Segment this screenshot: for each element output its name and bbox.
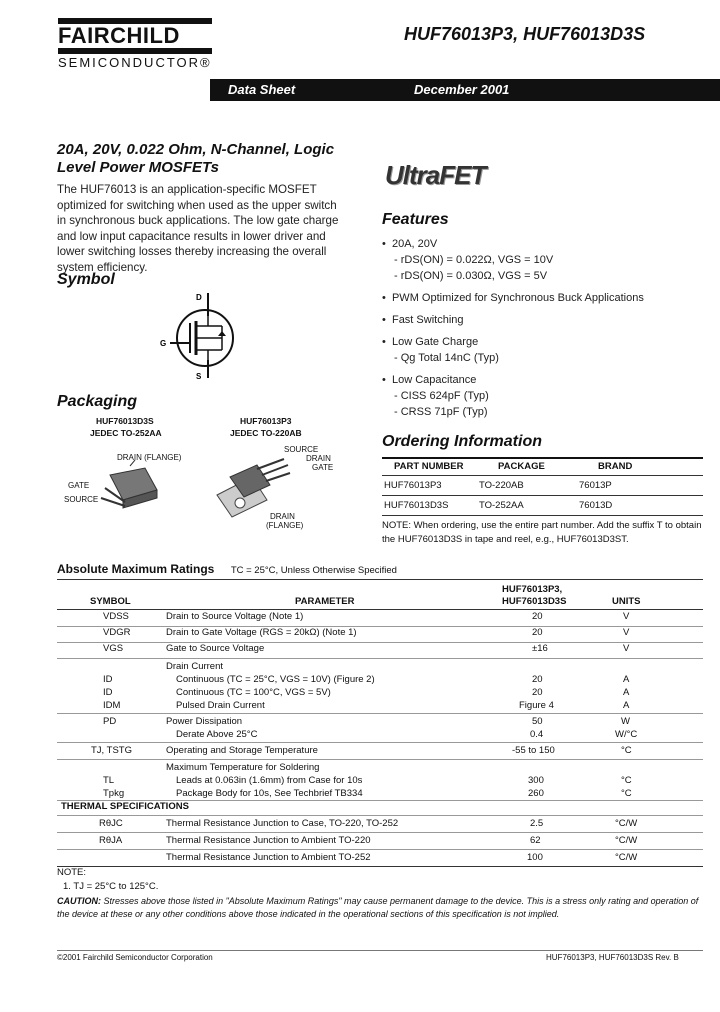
- amr-sym: TJ, TSTG: [91, 745, 132, 756]
- amr-unit: °C: [621, 788, 632, 799]
- ultrafet-text: UltraFET: [385, 160, 486, 190]
- ordering-col-brand: BRAND: [598, 461, 633, 472]
- amr-param: Drain to Gate Voltage (RGS = 20kΩ) (Note 1): [166, 627, 357, 638]
- amr-param: Gate to Source Voltage: [166, 643, 265, 654]
- amr-param: Maximum Temperature for Soldering: [166, 762, 320, 773]
- features-list: [382, 238, 702, 422]
- ordering-cell: TO-252AA: [479, 500, 524, 511]
- date-label: December 2001: [414, 82, 510, 97]
- amr-val: 20: [532, 627, 543, 638]
- main-title-line1: 20A, 20V, 0.022 Ohm, N-Channel, Logic: [57, 141, 335, 158]
- symbol-heading: Symbol: [57, 271, 115, 288]
- ordering-heading: Ordering Information: [382, 433, 542, 450]
- datasheet-label: Data Sheet: [228, 82, 296, 97]
- part-title: HUF76013P3, HUF76013D3S: [404, 24, 646, 44]
- amr-col-part1: HUF76013P3,: [502, 584, 563, 595]
- amr-param: Thermal Resistance Junction to Ambient TO-220: [166, 835, 371, 846]
- amr-sym: PD: [103, 716, 117, 727]
- caution-label: CAUTION:: [57, 896, 101, 906]
- footer-left: ©2001 Fairchild Semiconductor Corporation: [57, 953, 213, 962]
- feature-text: Low Gate Charge: [391, 336, 479, 348]
- amr-param: Package Body for 10s, See Techbrief TB334: [176, 788, 363, 799]
- amr-unit: °C/W: [615, 835, 638, 846]
- caution-body: Stresses above those listed in "Absolute Maximum Ratings" may cause permanent damage to the device. This is a stress only rating and operation of the device at these or any other conditions above those indicated in the operational sections of this specification is not implied.: [57, 896, 699, 919]
- amr-val: 100: [527, 852, 543, 863]
- table-row: [57, 833, 703, 850]
- amr-unit: A: [623, 687, 630, 698]
- amr-sym: IDM: [103, 700, 121, 711]
- symbol-g-label: G: [160, 339, 167, 348]
- amr-unit: W/°C: [615, 729, 638, 740]
- amr-body: [57, 611, 703, 867]
- caution-text: [57, 895, 703, 921]
- feature-text: PWM Optimized for Synchronous Buck Applications: [391, 292, 644, 304]
- pkg2-drain: DRAIN: [306, 454, 331, 463]
- amr-sym: TL: [103, 775, 115, 786]
- pkg1-jedec: JEDEC TO-252AA: [90, 428, 162, 438]
- feature-item: • 20A, 20V: [382, 238, 438, 250]
- symbol-s-label: S: [196, 372, 202, 381]
- amr-sym: ID: [103, 687, 113, 698]
- pkg2-drain-bottom: DRAIN: [270, 512, 295, 521]
- table-row: [382, 495, 703, 515]
- amr-val: 2.5: [530, 818, 544, 829]
- pkg2-name: HUF76013P3: [240, 416, 292, 426]
- amr-val: Figure 4: [519, 700, 554, 711]
- table-row: [57, 643, 703, 659]
- amr-param: Pulsed Drain Current: [176, 700, 265, 711]
- ordering-cell: HUF76013P3: [384, 480, 442, 491]
- ordering-col-part: PART NUMBER: [394, 461, 464, 472]
- ordering-cell: HUF76013D3S: [384, 500, 449, 511]
- feature-text: 20A, 20V: [391, 238, 438, 250]
- feature-item: - CISS 624pF (Typ): [394, 390, 489, 402]
- pkg1-name: HUF76013D3S: [96, 416, 154, 426]
- datasheet-bar: [210, 79, 720, 101]
- ordering-cell: TO-220AB: [479, 480, 524, 491]
- amr-param: Drain Current: [166, 661, 224, 672]
- table-row: [382, 475, 703, 495]
- table-row: [57, 659, 703, 714]
- note-label: NOTE:: [57, 867, 87, 878]
- pkg2-source: SOURCE: [284, 445, 319, 454]
- amr-unit: V: [623, 643, 630, 654]
- table-row: [57, 816, 703, 833]
- main-title: [57, 141, 334, 177]
- feature-item: • PWM Optimized for Synchronous Buck Applications: [382, 292, 644, 304]
- pkg1-source: SOURCE: [64, 495, 99, 504]
- footer-right: HUF76013P3, HUF76013D3S Rev. B: [546, 953, 679, 962]
- amr-val: 20: [532, 674, 543, 685]
- feature-text: Low Capacitance: [391, 374, 477, 386]
- amr-col-part2: HUF76013D3S: [502, 596, 567, 607]
- amr-unit: A: [623, 700, 630, 711]
- table-row: [57, 760, 703, 800]
- amr-sym: VGS: [103, 643, 124, 654]
- ordering-cell: 76013D: [579, 500, 613, 511]
- amr-sym: VDGR: [103, 627, 131, 638]
- logo-text: FAIRCHILD: [58, 23, 180, 48]
- amr-param: Derate Above 25°C: [176, 729, 258, 740]
- amr-col-units: UNITS: [612, 596, 641, 607]
- amr-param: Thermal Resistance Junction to Case, TO-220, TO-252: [166, 818, 399, 829]
- table-row: [57, 714, 703, 743]
- feature-item: • Low Gate Charge: [382, 336, 479, 348]
- amr-sym: RθJC: [99, 818, 123, 829]
- amr-sym: RθJA: [99, 835, 123, 846]
- main-title-line2: Level Power MOSFETs: [57, 159, 219, 176]
- amr-val: 20: [532, 687, 543, 698]
- features-heading: Features: [382, 211, 449, 228]
- table-row: [57, 611, 703, 627]
- amr-param: Thermal Resistance Junction to Ambient TO-252: [166, 852, 371, 863]
- ordering-col-package: PACKAGE: [498, 461, 545, 472]
- amr-sym: ID: [103, 674, 113, 685]
- feature-text: Fast Switching: [391, 314, 464, 326]
- thermal-heading: THERMAL SPECIFICATIONS: [57, 800, 703, 816]
- amr-val: 0.4: [530, 729, 544, 740]
- table-row: [57, 850, 703, 867]
- symbol-d-label: D: [196, 293, 202, 302]
- amr-param: Power Dissipation: [166, 716, 243, 727]
- amr-val: 20: [532, 611, 543, 622]
- feature-item: - Qg Total 14nC (Typ): [394, 352, 499, 364]
- amr-val: 62: [530, 835, 541, 846]
- table-row: [57, 743, 703, 760]
- feature-item: - rDS(ON) = 0.030Ω, VGS = 5V: [394, 270, 548, 282]
- amr-param: Operating and Storage Temperature: [166, 745, 318, 756]
- amr-sym: Tpkg: [103, 788, 125, 799]
- pkg1-gate: GATE: [68, 481, 90, 490]
- amr-col-symbol: SYMBOL: [90, 596, 131, 607]
- mosfet-symbol: [150, 288, 250, 383]
- logo-subtext: SEMICONDUCTOR®: [58, 55, 212, 70]
- pkg2-gate: GATE: [312, 463, 334, 472]
- amr-unit: °C: [621, 775, 632, 786]
- amr-val: 300: [528, 775, 544, 786]
- amr-param: Drain to Source Voltage (Note 1): [166, 611, 304, 622]
- amr-unit: W: [621, 716, 630, 727]
- amr-header: [57, 582, 703, 610]
- table-row: [57, 627, 703, 643]
- amr-val: 50: [532, 716, 543, 727]
- amr-unit: V: [623, 627, 630, 638]
- feature-item: • Fast Switching: [382, 314, 464, 326]
- ordering-note: NOTE: When ordering, use the entire part number. Add the suffix T to obtain the HUF76013D3S in tape and reel, e.g., HUF76013D3ST.: [382, 520, 702, 545]
- amr-param: Continuous (TC = 100°C, VGS = 5V): [176, 687, 331, 698]
- notes: [57, 866, 703, 921]
- amr-param: Leads at 0.063in (1.6mm) from Case for 10s: [176, 775, 363, 786]
- amr-val: 260: [528, 788, 544, 799]
- amr-param: Continuous (TC = 25°C, VGS = 10V) (Figure 2): [176, 674, 375, 685]
- amr-sym: VDSS: [103, 611, 129, 622]
- amr-col-parameter: PARAMETER: [295, 596, 355, 607]
- amr-val: ±16: [532, 643, 548, 654]
- pkg2-flange: (FLANGE): [266, 521, 304, 530]
- feature-item: - rDS(ON) = 0.022Ω, VGS = 10V: [394, 254, 554, 266]
- to252-package-image: [95, 460, 165, 520]
- amr-unit: °C/W: [615, 818, 638, 829]
- feature-item: • Low Capacitance: [382, 374, 477, 386]
- amr-unit: A: [623, 674, 630, 685]
- feature-item: - CRSS 71pF (Typ): [394, 406, 488, 418]
- pkg2-jedec: JEDEC TO-220AB: [230, 428, 302, 438]
- amr-heading: Absolute Maximum Ratings: [57, 562, 215, 576]
- pkg1-drain-flange: DRAIN (FLANGE): [117, 453, 182, 462]
- ultrafet-logo: [385, 160, 485, 191]
- amr-unit: V: [623, 611, 630, 622]
- ordering-table: [382, 461, 703, 547]
- fairchild-logo: [58, 18, 218, 70]
- amr-heading-row: [57, 560, 397, 578]
- amr-unit: °C/W: [615, 852, 638, 863]
- intro-paragraph: The HUF76013 is an application-specific MOSFET optimized for switching when used as the upper switch in synchronous buck applications. The low gate charge and low input capacitance results in lower driver and lower switching losses thereby increasing the overall system efficiency.: [57, 183, 339, 274]
- ordering-cell: 76013P: [579, 480, 612, 491]
- packaging-heading: Packaging: [57, 393, 138, 410]
- amr-val: -55 to 150: [512, 745, 555, 756]
- amr-condition: TC = 25°C, Unless Otherwise Specified: [230, 565, 397, 576]
- amr-unit: °C: [621, 745, 632, 756]
- note-1: 1. TJ = 25°C to 125°C.: [63, 881, 159, 892]
